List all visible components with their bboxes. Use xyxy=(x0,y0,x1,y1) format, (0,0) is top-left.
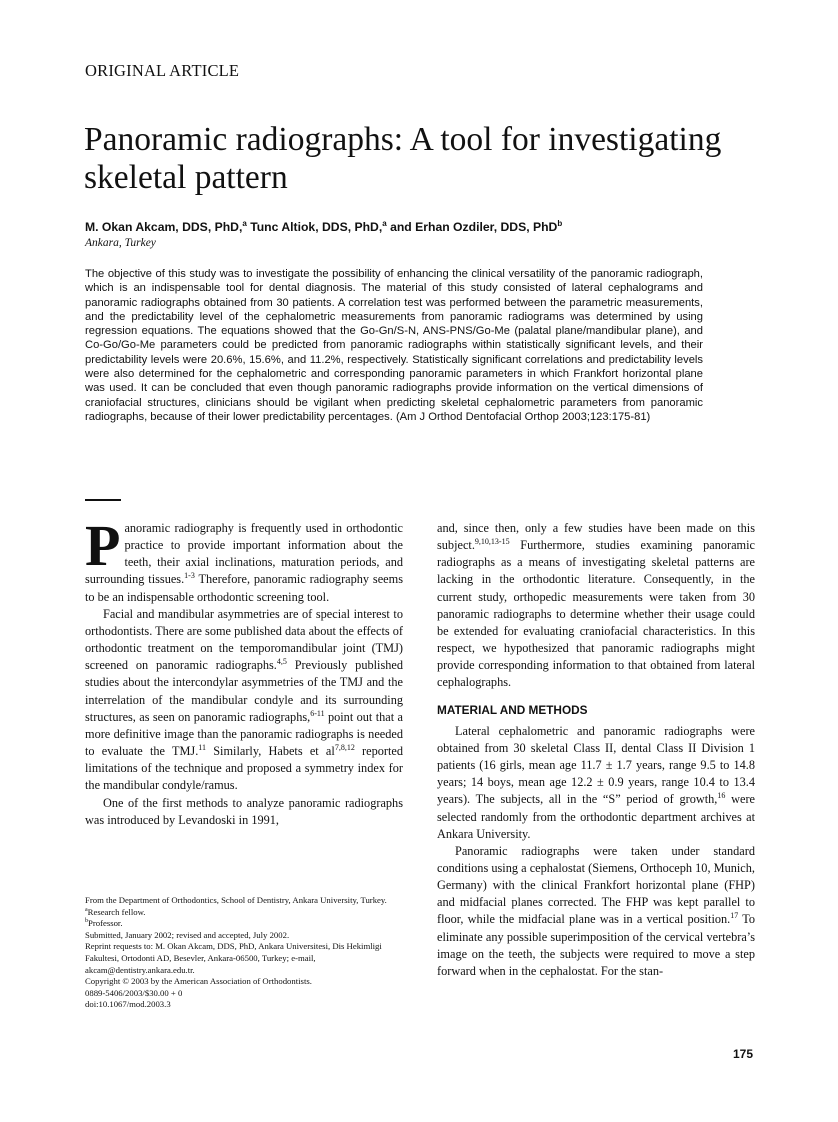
text-run: Therefore, panoramic radiography seems to be an indispensable orthodontic screening tool. xyxy=(85,572,403,604)
text-run: were selected randomly from the orthodontic department archives at Ankara University. xyxy=(437,792,756,841)
intro-paragraph-1 xyxy=(85,513,403,606)
section-divider xyxy=(85,499,121,501)
affiliation: Ankara, Turkey xyxy=(85,237,156,249)
citation: 4,5 xyxy=(276,657,287,667)
citation: 9,10,13-15 xyxy=(474,537,510,547)
footnote-issn: 0889-5406/2003/$30.00 + 0 xyxy=(85,987,183,998)
text-run: point out that a more definitive image than the panoramic radiographs is needed to evaluate the TMJ. xyxy=(85,709,403,759)
footnote-reprint: Reprint requests to: M. Okan Akcam, DDS, PhD, Ankara Universitesi, Dis Hekimligi Fakultesi, Ortodonti AD, Besevler, Ankara-06500, Turkey; e-mail, akcam@dentistry.ankara.edu.tr. xyxy=(85,941,382,975)
text-run: Panoramic radiographs were taken under standard conditions using a cephalostat (Siemens, Orthoceph 10, Munich, Germany) with the clinical Frankfort horizontal plane (FHP) and midfacial planes corrected. The FHP was kept parallel to floor, while the midfacial plane was in a vertical position. xyxy=(437,843,755,927)
footnote-copyright: Copyright © 2003 by the American Association of Orthodontists. xyxy=(85,976,312,987)
body-column-left xyxy=(85,513,403,829)
methods-paragraph-2 xyxy=(437,843,755,980)
text-run: Professor. xyxy=(88,918,123,929)
footnote-mark: b xyxy=(85,918,88,925)
citation: 7,8,12 xyxy=(334,742,355,752)
body-column-right xyxy=(437,520,755,980)
text-run: Facial and mandibular asymmetries are of special interest to orthodontists. There are some published data about the effects of orthodontic treatment on the temporomandibular joint (TMJ) screened on panoramic radiographs. xyxy=(85,606,403,673)
text-run: and, since then, only a few studies have been made on this subject. xyxy=(437,521,755,553)
citation: 6-11 xyxy=(310,708,325,718)
intro-paragraph-4 xyxy=(437,520,755,692)
footnote-submitted: Submitted, January 2002; revised and accepted, July 2002. xyxy=(85,929,290,940)
footnote-doi: doi:10.1067/mod.2003.3 xyxy=(85,999,171,1010)
citation: 16 xyxy=(717,791,726,801)
text-run: Furthermore, studies examining panoramic radiographs as a means of investigating skeletal patterns are lacking in the orthodontic literature. Consequently, in the current study, orthopedic measurements were taken from 30 panoramic radiographs to determine whether their usage could be extended for evaluating craniofacial characteristics. In this respect, we hypothesized that panoramic radiographs might provide corresponding information to that obtained from lateral cephalographs. xyxy=(437,538,755,690)
footnote-a xyxy=(85,907,403,919)
footnote-affiliation: From the Department of Orthodontics, School of Dentistry, Ankara University, Turkey. xyxy=(85,895,387,905)
intro-paragraph-2 xyxy=(85,606,403,795)
author-2-affil-mark: a xyxy=(382,219,387,228)
article-title: Panoramic radiographs: A tool for investigating skeletal pattern xyxy=(84,121,722,196)
author-3: and Erhan Ozdiler, DDS, PhD xyxy=(386,220,558,235)
text-run: Previously published studies about the intercondylar asymmetries of the TMJ and the interrelation of the mandibular condyle and its surrounding structures, as seen on panoramic radiographs, xyxy=(85,658,403,724)
author-2: Tunc Altiok, DDS, PhD, xyxy=(246,220,383,235)
abstract: The objective of this study was to investigate the possibility of enhancing the clinical versatility of the panoramic radiograph, which is an indispensable tool for dental diagnosis. The material of this study consisted of lateral cephalograms and panoramic radiographs obtained from 30 patients. A correlation test was performed between the parametric measurements, and the predictability level of the cephalometric measurements from panoramic radiograms was determined by using regression equations. The equations showed that the Go-Gn/S-N, ANS-PNS/Go-Me (palatal plane/mandibular plane), and Co-Go/Go-Me parameters could be predicted from panoramic radiographs within statistically significant levels, and their predictability levels were 20.6%, 15.6%, and 11.2%, respectively. Statistically significant correlations and predictability levels were also determined for the cephalometric and corresponding panoramic parameters in which Frankfort horizontal plane was used. It can be concluded that even though panoramic radiographs provide information on the vertical dimensions of craniofacial structures, clinicians should be vigilant when predicting skeletal cephalometric parameters from panoramic radiographs, because of their lower predictability percentages. (Am J Orthod Dentofacial Orthop 2003;123:175-81) xyxy=(85,268,703,423)
author-1-affil-mark: a xyxy=(242,219,247,228)
author-3-affil-mark: b xyxy=(557,219,563,228)
footnote-b xyxy=(85,918,403,930)
author-list xyxy=(85,219,562,234)
section-label: ORIGINAL ARTICLE xyxy=(85,61,240,80)
drop-cap: P xyxy=(85,513,121,578)
text-run: Similarly, Habets et al xyxy=(206,744,335,759)
footnote-mark: a xyxy=(85,906,88,913)
text-run: To eliminate any possible superimposition of the cervical vertebra’s image on the teeth, the subjects were required to move a step forward when in the cephalostat. For the stan- xyxy=(437,912,755,978)
citation: 1-3 xyxy=(184,571,195,581)
text-run: reported limitations of the technique and proposed a symmetry index for the mandibular condyle/ramus. xyxy=(85,744,403,793)
text-run: Lateral cephalometric and panoramic radiographs were obtained from 30 skeletal Class II, dental Class II Division 1 patients (16 girls, mean age 11.7 ± 1.7 years, range 9.5 to 14.8 years; 14 boys, mean age 12.2 ± 0.9 years, range 10.4 to 13.4 years). The subjects, all in the “S” period of growth, xyxy=(437,723,755,807)
text-run: anoramic radiography is frequently used in orthodontic practice to provide important information about the teeth, their axial inclinations, maturation periods, and surrounding tissues. xyxy=(85,521,403,587)
citation: 11 xyxy=(198,742,206,752)
section-heading-methods: MATERIAL AND METHODS xyxy=(437,702,588,717)
page-number: 175 xyxy=(733,1047,754,1061)
intro-paragraph-3: One of the first methods to analyze panoramic radiographs was introduced by Levandoski in 1991, xyxy=(85,795,403,827)
footnotes xyxy=(85,895,403,1011)
author-1: M. Okan Akcam, DDS, PhD, xyxy=(85,220,243,235)
citation: 17 xyxy=(730,911,739,921)
text-run: Research fellow. xyxy=(87,906,146,917)
methods-paragraph-1 xyxy=(437,723,755,843)
